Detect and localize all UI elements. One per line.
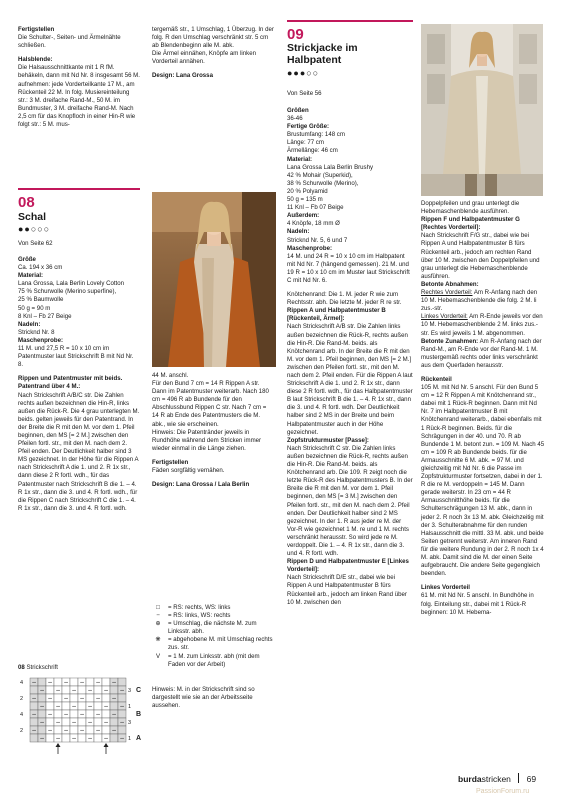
legend-row	[148, 604, 276, 612]
subheading: Maschenprobe:	[18, 336, 64, 344]
chart-cell	[30, 718, 38, 726]
chart-symbol: −	[55, 719, 61, 726]
subheading: Maschenprobe:	[287, 244, 333, 252]
chart-symbol: −	[95, 679, 101, 686]
chart-symbol: −	[111, 679, 117, 686]
pattern-ref-08: Von Seite 62	[18, 240, 53, 247]
subheading-inline: Betonte Zunahmen:	[421, 337, 479, 345]
chart-cell	[54, 694, 62, 702]
chart-symbol: −	[47, 727, 53, 734]
chart-row-label-right: 1	[128, 704, 132, 710]
section-rule-08	[18, 188, 140, 190]
chart-symbol: −	[79, 727, 85, 734]
chart-symbol: −	[63, 695, 69, 702]
subheading: Material:	[287, 155, 313, 163]
chart-symbol: −	[55, 687, 61, 694]
paragraph: Nach Strickschrift C str. Die Zahlen links außen bezeichnen die Rück-R, rechts außen die Hin-R. Die Rand-M. beids. als Knötchenrand arb. Die 109. R zeigt noch die letzte Rück-R des Halbpatentmusters B. In der Breite die R mit den M. vor dem 1. Pfeil beginnen, den MS [= 3 M.] zwischen den Pfeilen fortl. str., mit den M. nach dem 2. Pfeil enden. Der Deutlichkeit halber sind 2 MS gezeichnet. In der 1. R aus jeder re M. der Vor-R wie gezeichnet 1 M. re und 1 M. rechts verschränkt herausstr. So wird jede re M. verdoppelt. Die 1. – 4. R 1x str., dann die 3. und 4. R fortl. wdh.	[287, 444, 413, 558]
chart-cell	[70, 710, 78, 718]
subheading: Rückenteil	[421, 375, 452, 383]
chart-symbol: −	[39, 735, 45, 742]
chart-cell	[78, 718, 86, 726]
paragraph: Die Schulter-, Seiten- und Ärmelnähte schließen.	[18, 34, 121, 50]
chart-cell	[30, 686, 38, 694]
chart-symbol: −	[103, 735, 109, 742]
legend-text: = RS: links, WS: rechts	[168, 612, 231, 620]
chart-cell	[102, 726, 110, 734]
legend-symbol: ⊕	[155, 620, 161, 628]
chart-symbol: −	[111, 711, 117, 718]
legend-text: = RS: rechts, WS: links	[168, 604, 231, 611]
paragraph: 11 Knl – Fb 07 Beige	[287, 204, 344, 212]
legend-row	[148, 620, 276, 636]
legend-text: = 1 M. zum Linksstr. abh (mit dem Faden vor der Arbeit)	[168, 652, 260, 668]
footer-divider	[518, 773, 519, 783]
chart-section-label: C	[136, 687, 142, 694]
paragraph: 11 M. und 27,5 R = 10 x 10 cm im Patentmuster laut Strickschrift B mit Nd Nr. 8.	[18, 345, 134, 369]
chart-cell	[118, 678, 126, 686]
chart-cell	[86, 678, 94, 686]
chart-cell	[62, 718, 70, 726]
chart-legend	[148, 604, 276, 669]
chart-symbol: −	[87, 703, 93, 710]
chart-cell	[118, 694, 126, 702]
subheading: Linkes Vorderteil	[421, 584, 470, 592]
chart-cell	[70, 678, 78, 686]
chart-cell	[78, 734, 86, 742]
chart-cell	[94, 702, 102, 710]
difficulty-dots-08: ●●○○○	[18, 224, 51, 234]
section-rule-09	[287, 20, 413, 22]
chart-symbol: −	[87, 687, 93, 694]
chart-cell	[38, 726, 46, 734]
subheading: Rippen A und Halbpatentmuster B [Rückenteil, Ärmel]:	[287, 307, 386, 323]
subheading: Fertige Größe:	[287, 123, 329, 131]
underlined-label: Linkes Vorderteil:	[421, 313, 468, 321]
paragraph: Nach Strickschrift D/E str., dabei wie bei Rippen A und Halbpatentmuster B fürs Rückenteil arb., jedoch am linken Rand über 10 M. zwischen den	[287, 574, 407, 606]
chart-row-label-left: 4	[20, 680, 24, 686]
difficulty-dots-09: ●●●○○	[287, 68, 320, 78]
chart-cell	[54, 678, 62, 686]
paragraph: Brustumfang: 148 cm	[287, 131, 345, 139]
watermark: PassionForum.ru	[476, 788, 530, 795]
chart-symbol: −	[103, 703, 109, 710]
paragraph: Doppelpfeilen und grau unterlegt die Hebemaschenblende ausführen.	[421, 200, 520, 216]
paragraph: 50 g = 90 m	[18, 304, 51, 312]
chart-symbol: −	[55, 703, 61, 710]
col4-text	[421, 200, 545, 617]
chart-cell	[46, 686, 54, 694]
chart-symbol: −	[47, 679, 53, 686]
subheading: Material:	[18, 272, 44, 280]
chart-symbol: −	[39, 703, 45, 710]
paragraph: 4 Knöpfe, 18 mm Ø	[287, 220, 340, 228]
subheading: Fertigstellen	[152, 458, 189, 466]
chart-symbol: −	[111, 727, 117, 734]
chart-symbol: −	[119, 735, 125, 742]
scarf-model-photo	[152, 192, 276, 367]
paragraph: 25 % Baumwolle	[18, 296, 64, 304]
chart-cell	[38, 710, 46, 718]
legend-symbol: ❋	[155, 636, 161, 644]
subheading: Rippen D und Halbpatentmuster E [Linkes Vorderteil]:	[287, 558, 409, 574]
paragraph: Stricknd Nr. 5, 6 und 7	[287, 236, 348, 244]
chart-symbol: −	[87, 735, 93, 742]
subheading: Fertigstellen	[18, 26, 55, 33]
chart-cell	[30, 734, 38, 742]
paragraph: 105 M. mit Nd Nr. 5 anschl. Für den Bund 5 cm = 12 R Rippen A mit Knötchenrand str., dabei mit 1 Rück-R beginnen. Dann mit Nd Nr. 7 im Halbpatentmuster B mit Knötchenrand weiterarb., dabei ebenfalls mit 1 Rück-R beginnen. Beids. für die Schrägungen in der 40. und 70. R ab Bundende 1 M. betont zun. = 109 M. Nach 45 cm = 109 R ab Bundende beids. für die Armausschnitte 6 M. abk. = 97 M. und gleichzeitig mit Nd Nr. 6 die Passe im Zopfstrukturmuster fortsetzen, dabei in der 1. R die re M. verdoppeln = 145 M. Dann gerade weiterstr. In 23 cm = 44 R Armausschnitthöhe beids. für die Schulterschrägungen 13 M. abk., dann in jeder 2. R noch 3x 13 M. abk. Gleichzeitig mit der 3. Schulterabnahme für den runden Halsausschnitt die mittl. 33 M. abk. und beide Seiten getrennt weiterstr. Am inneren Rand für die weitere Rundung in der 2. R noch 1x 4 M. abk. Damit sind die M. der einen Seite aufgebraucht. Die andere Seite gegengleich beenden.	[421, 384, 545, 578]
chart-symbol: −	[79, 695, 85, 702]
chart-symbol: −	[39, 719, 45, 726]
chart-symbol: −	[55, 735, 61, 742]
paragraph: 38 % Schurwolle (Merino),	[287, 179, 359, 187]
paragraph: Stricknd Nr. 8	[18, 328, 55, 336]
chart-cell	[118, 726, 126, 734]
paragraph	[421, 289, 545, 313]
paragraph: tergemäß str., 1 Umschlag, 1 Überzug. In der folg. R den Umschlag verschränkt str. 5 cm ab Blendenbeginn alle M. abk.	[152, 26, 274, 50]
chart-cell	[102, 710, 110, 718]
paragraph: 44 M. anschl.	[152, 372, 189, 379]
brand-name-bold: burda	[458, 774, 482, 784]
chart-hinweis	[152, 686, 274, 710]
subheading: Betonte Abnahmen:	[421, 280, 479, 288]
paragraph: Fäden sorgfältig vernähen.	[152, 467, 225, 475]
chart-symbol: −	[71, 687, 77, 694]
col1-top-text	[18, 26, 140, 129]
chart-cell	[62, 702, 70, 710]
chart-cell	[30, 702, 38, 710]
chart-symbol: −	[47, 695, 53, 702]
chart-symbol: −	[79, 711, 85, 718]
chart-cell	[70, 694, 78, 702]
chart-row-label-right: 3	[128, 688, 132, 694]
paragraph: 14 M. und 24 R = 10 x 10 cm im Halbpatent mit Nd Nr. 7 (hängend gemessen). 21 M. und 19 R = 10 x 10 cm im Muster laut Strickschrift C mit Nd Nr. 6.	[287, 252, 410, 284]
brand-name-light: stricken	[481, 774, 511, 784]
chart-cell	[110, 718, 118, 726]
chart-section-label: A	[136, 735, 142, 742]
chart-symbol: −	[47, 711, 53, 718]
paragraph	[421, 313, 545, 337]
chart-symbol: −	[103, 687, 109, 694]
chart-row-label-left: 2	[20, 728, 24, 734]
paragraph-rest: Am R-Ende jeweils vor den 10 M. Hebemaschenblende 2 M. links zus.-str. Es wird jeweils 1 M. abgenommen.	[421, 313, 543, 337]
subheading: Design: Lana Grossa / Lala Berlin	[152, 481, 250, 489]
chart-arrow-head	[104, 743, 109, 747]
legend-symbol: □	[156, 604, 160, 611]
chart-symbol: −	[31, 711, 37, 718]
paragraph: 61 M. mit Nd Nr. 5 anschl. In Bundhöhe in folg. Einteilung str., dabei mit 1 Rück-R beginnen: 10 M. Hebema-	[421, 592, 534, 616]
chart-number: 08	[18, 664, 25, 671]
paragraph: 36-46	[287, 115, 303, 123]
pattern-title-jacke: Strickjacke im Halbpatent	[287, 42, 358, 66]
subheading: Rippen F und Halbpatentmuster G [Rechtes Vorderteil]:	[421, 216, 520, 232]
paragraph: Knötchenrand: Die 1. M. jeder R wie zum Rechtsstr. abh. Die letzte M. jeder R re str.	[287, 291, 402, 307]
chart-symbol: −	[31, 695, 37, 702]
chart-cell	[54, 710, 62, 718]
subheading	[421, 338, 545, 370]
paragraph: Für den Bund 7 cm = 14 R Rippen A str. Dann im Patentmuster weiterarb. Nach 180 cm = 496 R ab Bundende für den Abschlussbund Rippen C str. Nach 7 cm = 14 R ab Ende des Patentmusters die M. abk., wie sie erscheinen.	[152, 380, 269, 428]
chart-cell	[86, 694, 94, 702]
chart-symbol: −	[71, 703, 77, 710]
cardigan-model-photo	[421, 24, 543, 196]
chart-cell	[94, 686, 102, 694]
paragraph: 42 % Mohair (Superkid),	[287, 171, 353, 179]
subheading: Halsblende:	[18, 56, 53, 64]
chart-cell	[62, 686, 70, 694]
col3-text	[287, 107, 413, 607]
chart-cell	[38, 678, 46, 686]
paragraph: Ca. 194 x 36 cm	[18, 264, 63, 272]
chart-row-label-right: 3	[128, 720, 132, 726]
chart-cell	[78, 702, 86, 710]
page-number: 69	[526, 774, 537, 784]
chart-symbol: −	[39, 687, 45, 694]
hinweis-text: Hinweis: M. in der Strickschrift sind so dargestellt wie sie an der Arbeitsseite aussehen.	[152, 686, 255, 710]
chart-symbol: −	[71, 735, 77, 742]
chart-symbol: −	[103, 719, 109, 726]
subheading: Außerdem:	[287, 212, 320, 220]
chart-section-label: B	[136, 711, 142, 718]
chart-cell	[118, 710, 126, 718]
chart-symbol: −	[63, 727, 69, 734]
paragraph-inline: Am R-Anfang nach der Rand-M., am R-Ende vor der Rand-M. 1 M. mustergemäß rechts oder links verschränkt aus dem Querfaden herausstr.	[421, 337, 542, 369]
pattern-ref-09: Von Seite 56	[287, 90, 322, 97]
paragraph-rest: Am R-Anfang nach den 10 M. Hebemaschenblende die folg. 2 M. li zus.-str.	[421, 289, 538, 313]
chart-cell	[110, 702, 118, 710]
paragraph: Nach Strickschrift A/B/C str. Die Zahlen rechts außen bezeichnen die Hin-R, links außen die Rück-R. Die 4 grau unterlegten M. beids. gelten jeweils für den Patentrand. In der Breite die R mit den M. vor dem 1. Pfeil beginnen, den MS [= 2 M.] zwischen den Pfeilen fortl. str., mit den M. nach dem 2. Pfeil enden. Der Deutlichkeit halber sind 3 MS gezeichnet. In der Höhe für die Rippen A nach Strickschrift A die 1. und 2. R 1x str., dann diese 2 R fortl. wdh., für das Patentmuster nach Strickschrift B die 1. – 4. R 1x str., dann die 3. und 4. R fortl. wdh., für die Rippen C nach Strickschrift C die 1. – 4. R 1x str., dann die 3. und 4. R fortl. wdh.	[18, 391, 140, 512]
chart-cell	[46, 734, 54, 742]
legend-symbol: V	[155, 652, 161, 660]
pattern-number-08: 08	[18, 194, 35, 211]
chart-symbol: −	[71, 719, 77, 726]
paragraph: Nach Strickschrift A/B str. Die Zahlen links außen bezeichnen die Rück-R, rechts außen die Hin-R. Die Rand-M. beids. als Knötchenrand arb. In der Breite die R mit den M. vor dem 1. Pfeil beginnen, den MS [= 2 M.] zwischen den Pfeilen fortl. str., mit den M. nach dem 2. Pfeil enden. Für die Rippen A laut Strickschrift A die 1. und 2. R 1x str., dann diese 2 R fortl. wdh., für das Halbpatentmuster B laut Strickschrift B die 1. – 4. R 1x str., dann die 3. und 4. R fortl. wdh. Der Deutlichkeit halber sind 2 MS in der Breite und beim Halbpatentmuster auch in der Höhe gezeichnet.	[287, 323, 413, 436]
chart-title-text: Strickschrift	[26, 664, 58, 671]
paragraph: 50 g = 135 m	[287, 196, 323, 204]
chart-cell	[54, 726, 62, 734]
legend-row	[148, 636, 276, 652]
chart-symbol: −	[95, 711, 101, 718]
legend-symbol: −	[156, 612, 160, 620]
legend-text: = Umschlag, die nächste M. zum Linksstr. abh.	[168, 620, 257, 636]
chart-symbol: −	[31, 727, 37, 734]
chart-cell	[38, 694, 46, 702]
col2-body-text	[152, 372, 274, 489]
subheading: Design: Lana Grossa	[152, 72, 213, 80]
legend-text: = abgehobene M. mit Umschlag rechts zus. str.	[168, 636, 273, 652]
col1-body-text	[18, 256, 140, 513]
paragraph: Länge: 77 cm	[287, 139, 324, 147]
chart-symbol: −	[79, 679, 85, 686]
chart-symbol: −	[119, 687, 125, 694]
paragraph: Ärmellänge: 46 cm	[287, 147, 338, 155]
paragraph: Die Ärmel einnähen, Knöpfe am linken Vorderteil annähen.	[152, 50, 256, 66]
paragraph: Nach Strickschrift F/G str., dabei wie bei Rippen A und Halbpatentmuster B fürs Rückenteil arb., jedoch am rechten Rand über 10 M. zwischen den Doppelpfeilen und grau unterlegt die Hebemaschenblende ausführen.	[421, 232, 540, 280]
chart-row-label-right: 1	[128, 736, 132, 742]
paragraph: 8 Knl – Fb 27 Beige	[18, 312, 72, 320]
chart-cell	[102, 694, 110, 702]
col2-top-text	[152, 26, 274, 81]
chart-symbol: −	[95, 727, 101, 734]
legend-row	[148, 612, 276, 620]
subheading: Größe	[18, 256, 36, 263]
pattern-title-schal: Schal	[18, 211, 47, 223]
paragraph: 20 % Polyamid	[287, 187, 328, 195]
chart-symbol: −	[63, 679, 69, 686]
subheading: Größen	[287, 107, 309, 114]
chart-arrow-head	[56, 743, 61, 747]
chart-title	[18, 664, 58, 672]
chart-cell	[46, 718, 54, 726]
chart-cell	[62, 734, 70, 742]
chart-cell	[102, 678, 110, 686]
chart-symbol: −	[63, 711, 69, 718]
chart-symbol: −	[119, 703, 125, 710]
chart-cell	[94, 718, 102, 726]
underlined-label: Rechtes Vorderteil:	[421, 289, 473, 297]
paragraph: Hinweis: Die Patentränder jeweils in Rundhöhe während dem Stricken immer wieder einmal in die Länge ziehen.	[152, 428, 262, 452]
chart-cell	[86, 710, 94, 718]
legend-row	[148, 653, 276, 669]
chart-cell	[110, 686, 118, 694]
knitting-chart-08	[18, 674, 143, 759]
paragraph: Die Halsausschnittkante mit 1 R fM. behäkeln, dann mit Nd Nr. 8 insgesamt 56 M. aufnehmen: jede Vorderteilkante 17 M., am Rückenteil 22 M. In folg. Musiereinteilung str.: 3 M. dreifache Rand-M., 50 M. im Bundmuster, 3 M. dreifache Rand-M. Nach 2,5 cm für das Knopfloch in einer Hin-R wie folgt str.: 5 M. mus-	[18, 64, 140, 129]
chart-cell	[110, 734, 118, 742]
subheading: Zopfstrukturmuster [Passe]:	[287, 436, 369, 444]
chart-cell	[94, 734, 102, 742]
page-footer	[458, 773, 536, 784]
subheading: Rippen und Patentmuster mit beids. Patentrand über 4 M.:	[18, 375, 123, 391]
chart-cell	[70, 726, 78, 734]
paragraph: 75 % Schurwolle (Merino superfine),	[18, 288, 117, 296]
subheading: Nadeln:	[18, 320, 41, 328]
chart-cell	[46, 702, 54, 710]
chart-symbol: −	[87, 719, 93, 726]
chart-cell	[86, 726, 94, 734]
chart-symbol: −	[95, 695, 101, 702]
subheading: Nadeln:	[287, 228, 310, 236]
chart-row-label-left: 4	[20, 712, 24, 718]
pattern-number-09: 09	[287, 26, 304, 43]
paragraph: Lana Grossa Lala Berlin Brushy	[287, 163, 374, 171]
chart-row-label-left: 2	[20, 696, 24, 702]
chart-symbol: −	[111, 695, 117, 702]
chart-symbol: −	[31, 679, 37, 686]
paragraph: Lana Grossa, Lala Berlin Lovely Cotton	[18, 280, 125, 288]
chart-symbol: −	[119, 719, 125, 726]
chart-cell	[78, 686, 86, 694]
